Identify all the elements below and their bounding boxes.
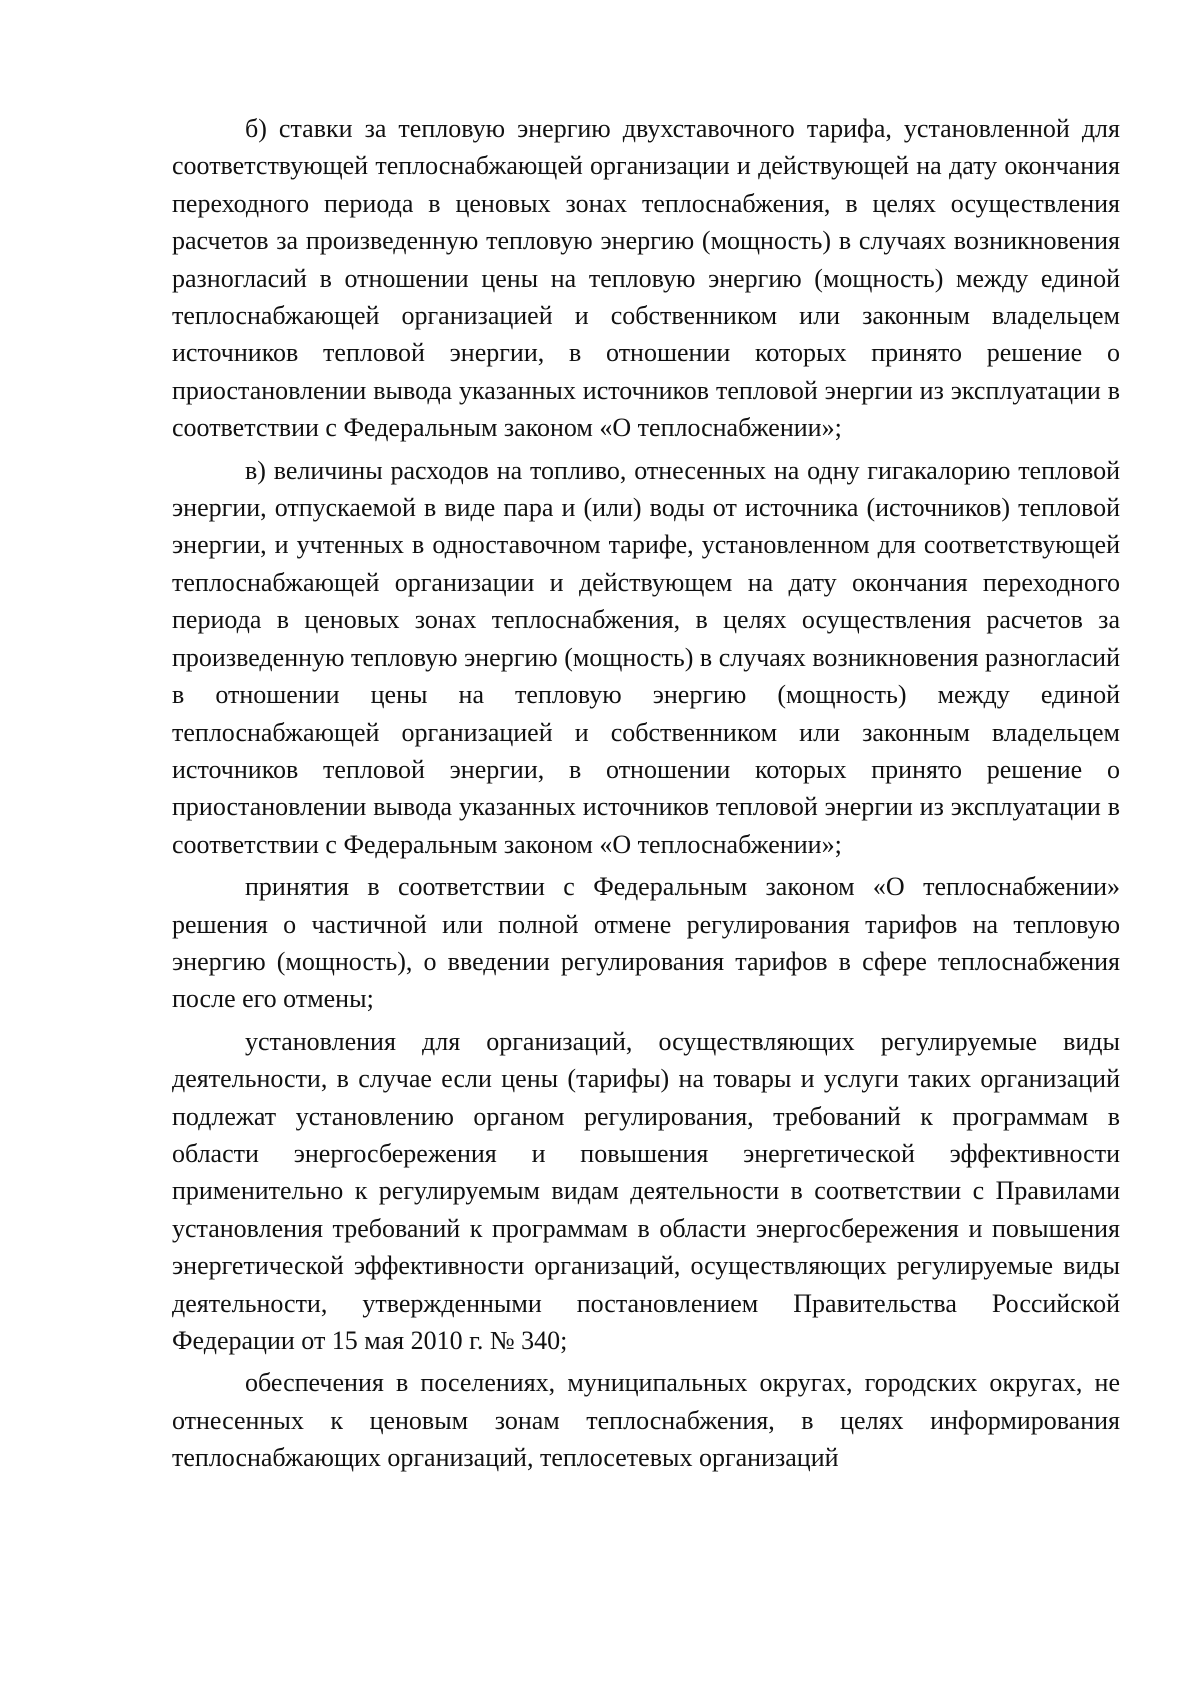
paragraph-v-fuel-costs: в) величины расходов на топливо, отнесенных на одну гигакалорию тепловой энергии, отпускаемой в виде пара и (или) воды от источника (источников) тепловой энергии, и учтенных в одноставочном тарифе, установленном для соответствующей теплоснабжающей организации и действующем на дату окончания переходного периода в ценовых зонах теплоснабжения, в целях осуществления расчетов за произведенную тепловую энергию (мощность) в случаях возникновения разногласий в отношении цены на тепловую энергию (мощность) между единой теплоснабжающей организацией и собственником или законным владельцем источников тепловой энергии, в отношении которых принято решение о приостановлении вывода указанных источников тепловой энергии из эксплуатации в соответствии с Федеральным законом «О теплоснабжении»;	[172, 455, 1120, 859]
paragraph-b-two-rate-tariff: б) ставки за тепловую энергию двухставочного тарифа, установленной для соответствующей теплоснабжающей организации и действующей на дату окончания переходного периода в ценовых зонах теплоснабжения, в целях осуществления расчетов за произведенную тепловую энергию (мощность) в случаях возникновения разногласий в отношении цены на тепловую энергию (мощность) между единой теплоснабжающей организацией и собственником или законным владельцем источников тепловой энергии, в отношении которых принято решение о приостановлении вывода указанных источников тепловой энергии из эксплуатации в соответствии с Федеральным законом «О теплоснабжении»;	[172, 114, 1120, 443]
paragraph-tariff-regulation-cancellation: принятия в соответствии с Федеральным законом «О теплоснабжении» решения о частичной или полной отмене регулирования тарифов на тепловую энергию (мощность), о введении регулирования тарифов в сфере теплоснабжения после его отмены;	[172, 872, 1120, 1014]
paragraph-energy-saving-programs: установления для организаций, осуществляющих регулируемые виды деятельности, в случае если цены (тарифы) на товары и услуги таких организаций подлежат установлению органом регулирования, требований к программам в области энергосбережения и повышения энергетической эффективности применительно к регулируемым видам деятельности в соответствии с Правилами установления требований к программам в области энергосбережения и повышения энергетической эффективности организаций, осуществляющих регулируемые виды деятельности, утвержденными постановлением Правительства Российской Федерации от 15 мая 2010 г. № 340;	[172, 1026, 1120, 1355]
paragraph-settlements-informing: обеспечения в поселениях, муниципальных округах, городских округах, не отнесенных к ценовым зонам теплоснабжения, в целях информирования теплоснабжающих организаций, теплосетевых организаций	[172, 1368, 1120, 1473]
